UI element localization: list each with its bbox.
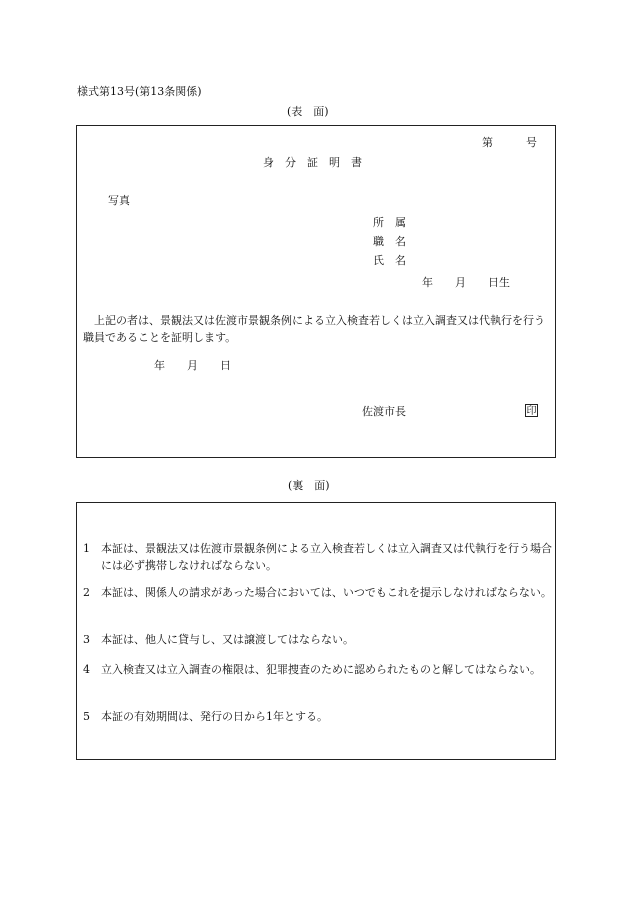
affiliation-label: 所 属	[373, 216, 406, 229]
seal-mark: 印	[526, 406, 537, 417]
number-label: 第 号	[482, 136, 537, 149]
note-text: 本証の有効期間は、発行の日から1年とする。	[101, 710, 328, 723]
issuer-name: 佐渡市長	[362, 405, 406, 418]
note-text: 立入検査又は立入調査の権限は、犯罪捜査のために認められたものと解してはならない。	[101, 663, 541, 676]
form-label: 様式第13号(第13条関係)	[77, 85, 202, 98]
back-card	[76, 502, 556, 760]
certification-text: 上記の者は、景観法又は佐渡市景観条例による立入検査若しくは立入調査又は代執行を行う職員であることを証明します。	[83, 314, 545, 344]
note-number: 1	[83, 542, 90, 555]
note-item	[83, 631, 553, 648]
front-side-label: (表 面)	[287, 105, 329, 118]
name-label: 氏 名	[373, 254, 406, 267]
birth-date-label: 年 月 日生	[422, 276, 510, 289]
photo-label: 写真	[108, 194, 130, 207]
note-item	[83, 708, 553, 725]
front-card	[76, 125, 556, 458]
note-number: 5	[83, 710, 90, 723]
note-number: 2	[83, 586, 90, 599]
note-item	[83, 661, 553, 678]
note-text: 本証は、関係人の請求があった場合においては、いつでもこれを提示しなければならない。	[101, 586, 552, 599]
document-title: 身 分 証 明 書	[263, 156, 362, 169]
note-item	[83, 540, 553, 574]
note-text: 本証は、景観法又は佐渡市景観条例による立入検査若しくは立入調査又は代執行を行う場合には必ず携帯しなければならない。	[101, 542, 552, 572]
note-text: 本証は、他人に貸与し、又は譲渡してはならない。	[101, 633, 354, 646]
note-item	[83, 584, 553, 601]
back-side-label: (裏 面)	[288, 479, 330, 492]
note-number: 3	[83, 633, 90, 646]
position-label: 職 名	[373, 235, 406, 248]
note-number: 4	[83, 663, 90, 676]
issue-date-label: 年 月 日	[154, 359, 231, 372]
